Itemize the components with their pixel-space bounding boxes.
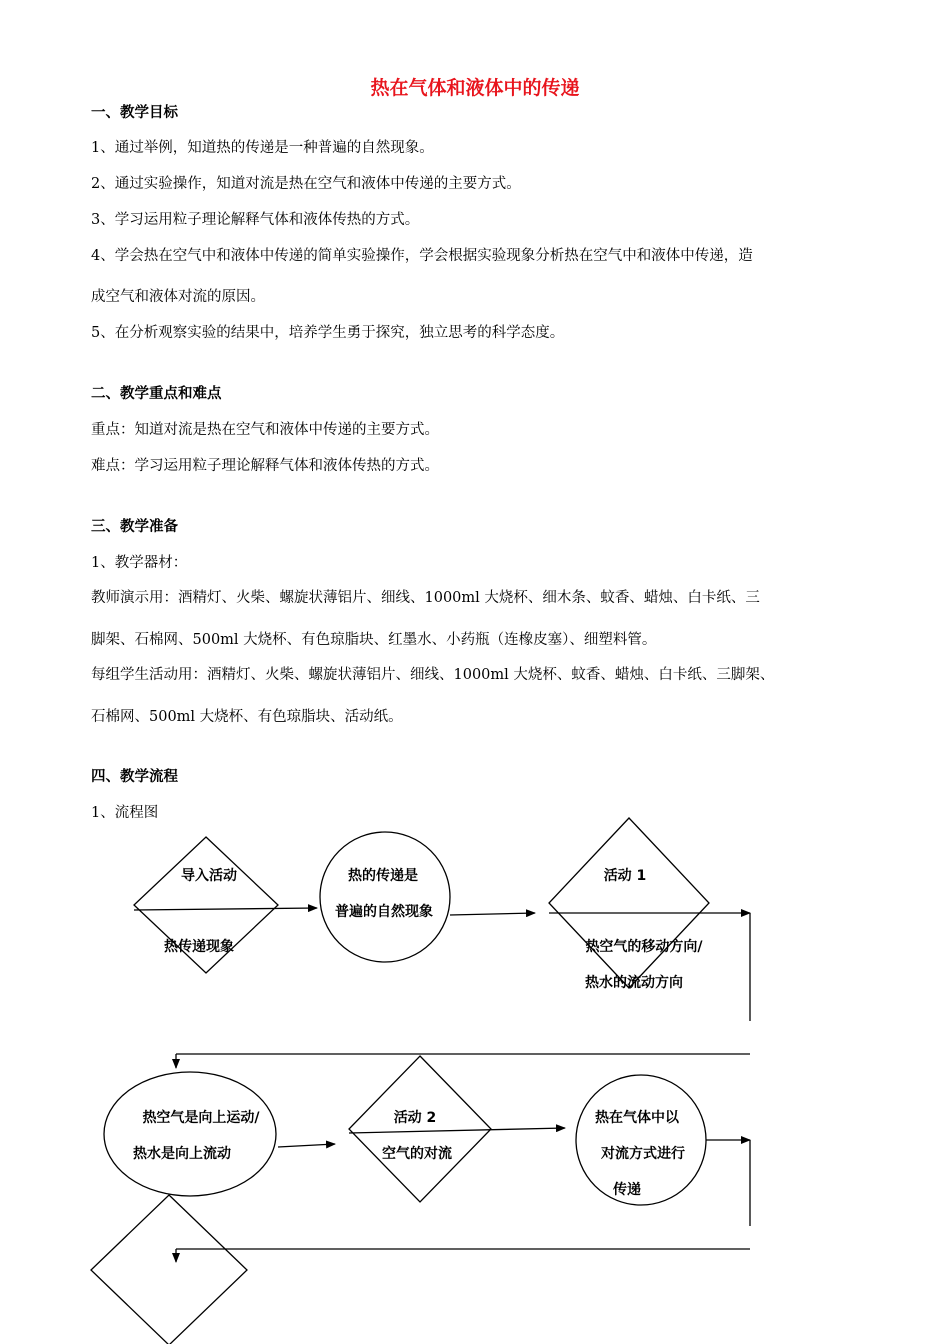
flow-label: 活动 2 [393, 1110, 437, 1126]
section-heading-objectives: 一、教学目标 [91, 105, 178, 121]
flow-label: 热在气体中以 [595, 1110, 679, 1126]
diamond-activity2 [349, 1056, 491, 1202]
flow-label: 热水是向上流动 [133, 1146, 231, 1162]
flow-label: 热的传递是 [348, 868, 418, 884]
flow-label: 普遍的自然现象 [335, 904, 433, 920]
flow-label: 热传递现象 [164, 939, 234, 955]
flow-label: 传递 [613, 1182, 641, 1198]
preparation-item: 每组学生活动用：酒精灯、火柴、螺旋状薄铝片、细线、1000ml 大烧杯、蚊香、蜡烛、白卡纸、三脚架、 [91, 667, 775, 683]
arrow-activity2-to-c3 [349, 1128, 565, 1133]
preparation-item: 1、教学器材： [91, 555, 188, 571]
preparation-item-continued: 石棉网、500ml 大烧杯、有色琼脂块、活动纸。 [91, 709, 403, 725]
difficulty-item: 难点：学习运用粒子理论解释气体和液体传热的方式。 [91, 458, 439, 474]
arrow-c1-to-activity1 [450, 913, 535, 915]
diamond-next-step [91, 1195, 247, 1344]
objective-item: 5、在分析观察实验的结果中，培养学生勇于探究，独立思考的科学态度。 [91, 325, 565, 341]
section-heading-process: 四、教学流程 [91, 769, 178, 785]
flow-label: 活动 1 [603, 868, 647, 884]
arrow-c2-to-activity2 [278, 1144, 335, 1147]
objective-item: 2、通过实验操作，知道对流是热在空气和液体中传递的主要方式。 [91, 176, 521, 192]
circle-convection-in-gas [576, 1075, 706, 1205]
preparation-item-continued: 脚架、石棉网、500ml 大烧杯、有色琼脂块、红墨水、小药瓶（连橡皮塞）、细塑料管。 [91, 632, 657, 648]
section-heading-preparation: 三、教学准备 [91, 519, 178, 535]
flow-label: 热空气是向上运动/ [142, 1110, 260, 1126]
objective-item: 1、通过举例，知道热的传递是一种普遍的自然现象。 [91, 140, 434, 156]
flow-label: 热空气的移动方向/ [585, 939, 703, 955]
flow-label: 热水的流动方向 [585, 975, 683, 991]
key-point-item: 重点：知道对流是热在空气和液体中传递的主要方式。 [91, 422, 439, 438]
flow-label: 对流方式进行 [601, 1146, 685, 1162]
flow-label: 导入活动 [181, 868, 237, 884]
objective-item: 3、学习运用粒子理论解释气体和液体传热的方式。 [91, 212, 420, 228]
circle-heat-transfer-common [320, 832, 450, 962]
arrow-intro-to-c1 [134, 908, 317, 910]
objective-item: 4、学会热在空气中和液体中传递的简单实验操作，学会根据实验现象分析热在空气中和液体中传递，造 [91, 248, 753, 264]
flow-label: 空气的对流 [382, 1146, 452, 1162]
preparation-item: 教师演示用：酒精灯、火柴、螺旋状薄铝片、细线、1000ml 大烧杯、细木条、蚊香、蜡烛、白卡纸、三 [91, 590, 760, 606]
section-heading-key-points: 二、教学重点和难点 [91, 386, 222, 402]
objective-item-continued: 成空气和液体对流的原因。 [91, 289, 265, 305]
document-title: 热在气体和液体中的传递 [370, 77, 580, 99]
flowchart-caption: 1、流程图 [91, 805, 159, 821]
ellipse-hot-air-upward [104, 1072, 276, 1196]
diamond-activity1 [549, 818, 709, 988]
